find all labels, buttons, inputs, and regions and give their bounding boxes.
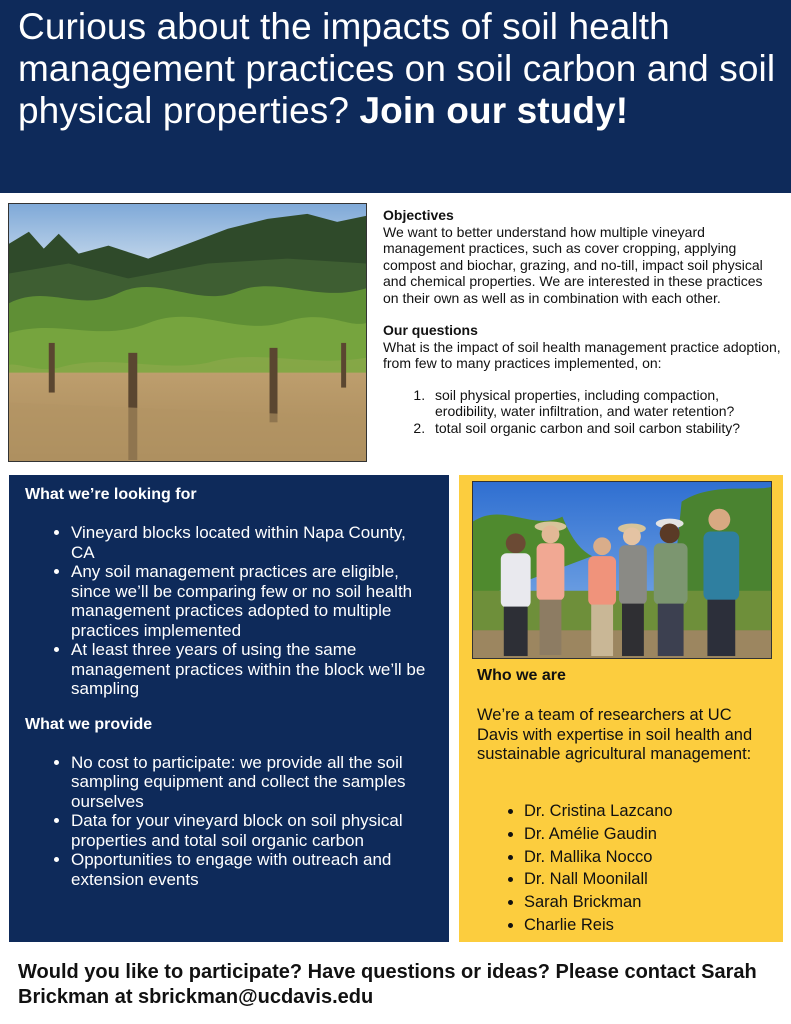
provide-list bbox=[25, 753, 433, 890]
provide-heading: What we provide bbox=[25, 715, 153, 733]
questions-text: What is the impact of soil health management practice adoption, from few to many practices implemented, on: bbox=[383, 338, 781, 371]
question-item: 2. total soil organic carbon and soil carbon stability? bbox=[429, 420, 781, 437]
questions-list bbox=[383, 387, 781, 437]
list-item: • No cost to participate: we provide all the soil sampling equipment and collect the samples ourselves bbox=[71, 753, 433, 812]
header-banner bbox=[0, 0, 791, 193]
vineyard-photo bbox=[8, 203, 367, 462]
team-member: • Dr. Mallika Nocco bbox=[524, 846, 673, 869]
team-member: • Charlie Reis bbox=[524, 914, 673, 937]
title-bold: Join our study! bbox=[359, 90, 629, 131]
who-heading: Who we are bbox=[477, 667, 566, 684]
team-member: • Dr. Nall Moonilall bbox=[524, 868, 673, 891]
team-photo bbox=[472, 481, 772, 659]
list-item: • Vineyard blocks located within Napa County, CA bbox=[71, 523, 433, 562]
questions-heading: Our questions bbox=[383, 322, 478, 338]
requirements-panel bbox=[9, 475, 449, 942]
team-list bbox=[459, 800, 673, 937]
objectives-section bbox=[383, 207, 781, 436]
title-regular: Curious about the impacts of soil health management practices on soil carbon and soil physical properties? bbox=[18, 6, 776, 131]
page-title bbox=[18, 6, 777, 132]
team-member: • Dr. Amélie Gaudin bbox=[524, 823, 673, 846]
objectives-text: We want to better understand how multiple vineyard management practices, such as cover cropping, applying compost and biochar, grazing, and no-till, impact soil physical and chemical properties. We are interested in these practices on their own as well as in combination with each other. bbox=[383, 223, 763, 306]
list-item: • Data for your vineyard block on soil physical properties and total soil organic carbon bbox=[71, 811, 433, 850]
question-item: 1. soil physical properties, including compaction, erodibility, water infiltration, and water retention? bbox=[429, 387, 781, 420]
looking-for-list bbox=[25, 523, 433, 699]
team-member: • Dr. Cristina Lazcano bbox=[524, 800, 673, 823]
team-member: • Sarah Brickman bbox=[524, 891, 673, 914]
list-item: • Opportunities to engage with outreach and extension events bbox=[71, 850, 433, 889]
list-item: • Any soil management practices are eligible, since we’ll be comparing few or no soil health management practices adopted to multiple practices implemented bbox=[71, 562, 433, 640]
contact-footer: Would you like to participate? Have questions or ideas? Please contact Sarah Brickman at sbrickman@ucdavis.edu bbox=[18, 961, 757, 1008]
list-item: • At least three years of using the same management practices within the block we’ll be sampling bbox=[71, 640, 433, 699]
objectives-heading: Objectives bbox=[383, 207, 454, 223]
looking-for-heading: What we’re looking for bbox=[25, 486, 197, 503]
who-text: We’re a team of researchers at UC Davis with expertise in soil health and sustainable agricultural management: bbox=[477, 706, 753, 763]
